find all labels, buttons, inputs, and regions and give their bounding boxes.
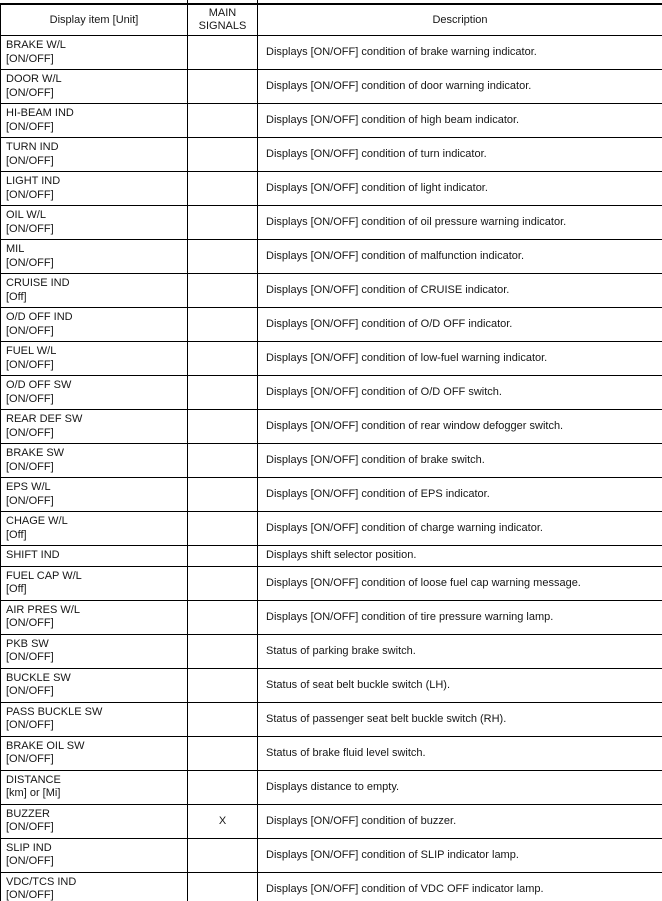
table-row [1,478,662,512]
item-name: OIL W/L [6,209,46,221]
item-unit: [ON/OFF] [6,719,54,731]
main-signal-cell [188,240,258,274]
main-signal-cell [188,872,258,901]
main-signal-cell [188,770,258,804]
description-cell: Displays [ON/OFF] condition of charge warning indicator. [258,512,662,546]
item-unit: [ON/OFF] [6,821,54,833]
main-signal-cell [188,838,258,872]
display-item-cell [1,566,188,600]
display-signal-table [0,3,662,901]
main-signal-cell [188,702,258,736]
table-row [1,668,662,702]
item-name: BUCKLE SW [6,671,71,684]
description-cell: Displays [ON/OFF] condition of brake warning indicator. [258,36,662,70]
main-signal-cell [188,206,258,240]
description-cell: Displays [ON/OFF] condition of door warning indicator. [258,70,662,104]
description-cell: Displays [ON/OFF] condition of brake switch. [258,444,662,478]
item-unit: [ON/OFF] [6,392,54,405]
main-signal-cell [188,546,258,567]
item-name: BRAKE SW [6,447,65,459]
item-unit: [ON/OFF] [6,86,54,99]
table-row [1,444,662,478]
main-signal-cell [188,410,258,444]
item-name: CRUISE IND [6,277,70,289]
item-unit: [Off] [6,528,27,541]
item-name: PASS BUCKLE SW [6,705,103,718]
item-name: PKB SW [6,637,49,650]
description-cell: Status of parking brake switch. [258,634,662,668]
table-row [1,308,662,342]
item-unit: [ON/OFF] [6,494,54,507]
item-unit: [ON/OFF] [6,324,54,337]
table-row [1,342,662,376]
description-cell: Displays [ON/OFF] condition of buzzer. [258,804,662,838]
table-row [1,172,662,206]
item-name: DOOR W/L [6,73,62,85]
description-cell: Status of brake fluid level switch. [258,736,662,770]
item-name: BUZZER [6,807,50,820]
description-cell: Displays [ON/OFF] condition of loose fuel cap warning message. [258,566,662,600]
table-row [1,36,662,70]
item-unit: [ON/OFF] [6,651,54,663]
display-item-cell [1,634,188,668]
item-name: FUEL W/L [6,345,57,357]
table-row [1,240,662,274]
item-unit: [ON/OFF] [6,120,54,133]
description-cell: Displays distance to empty. [258,770,662,804]
item-unit: [ON/OFF] [6,685,54,697]
display-item-cell [1,702,188,736]
item-name: O/D OFF IND [6,311,73,323]
table-header-row [1,4,662,36]
table-row [1,872,662,901]
table-body [1,36,662,901]
item-name: VDC/TCS IND [6,875,77,888]
main-signal-cell [188,736,258,770]
table-row [1,566,662,600]
item-unit: [km] or [Mi] [6,787,61,799]
item-unit: [Off] [6,583,27,595]
display-item-cell [1,138,188,172]
item-unit: [ON/OFF] [6,460,54,473]
main-signal-cell [188,70,258,104]
item-name: FUEL CAP W/L [6,569,82,582]
item-unit: [ON/OFF] [6,256,54,269]
description-cell: Displays [ON/OFF] condition of VDC OFF indicator lamp. [258,872,662,901]
main-signal-cell [188,600,258,634]
display-item-cell [1,872,188,901]
display-item-cell [1,478,188,512]
item-name: DISTANCE [6,773,61,786]
main-signal-cell [188,668,258,702]
display-item-cell [1,512,188,546]
description-cell: Displays [ON/OFF] condition of oil pressure warning indicator. [258,206,662,240]
display-item-cell [1,342,188,376]
main-signal-cell [188,376,258,410]
item-name: REAR DEF SW [6,413,83,425]
table-row [1,70,662,104]
main-signal-cell [188,172,258,206]
description-cell: Status of passenger seat belt buckle switch (RH). [258,702,662,736]
item-unit: [ON/OFF] [6,222,54,235]
item-unit: [ON/OFF] [6,889,54,901]
display-item-cell [1,36,188,70]
item-name: MIL [6,243,25,255]
item-unit: [ON/OFF] [6,753,54,765]
display-item-cell [1,804,188,838]
item-name: AIR PRES W/L [6,603,80,616]
table-row [1,512,662,546]
item-name: CHAGE W/L [6,515,68,527]
main-signal-cell [188,308,258,342]
description-cell: Displays [ON/OFF] condition of rear window defogger switch. [258,410,662,444]
description-cell: Displays [ON/OFF] condition of turn indicator. [258,138,662,172]
description-cell: Displays [ON/OFF] condition of malfunction indicator. [258,240,662,274]
description-cell: Displays [ON/OFF] condition of low-fuel warning indicator. [258,342,662,376]
table-row [1,546,662,567]
display-item-cell [1,600,188,634]
item-unit: [ON/OFF] [6,154,54,167]
description-cell: Displays [ON/OFF] condition of SLIP indicator lamp. [258,838,662,872]
item-unit: [ON/OFF] [6,855,54,867]
display-item-cell [1,274,188,308]
table-row [1,410,662,444]
main-signal-cell [188,634,258,668]
main-signal-cell [188,104,258,138]
item-unit: [ON/OFF] [6,52,54,65]
display-item-cell [1,410,188,444]
header-main-signals: MAIN SIGNALS [188,4,258,36]
item-name: BRAKE W/L [6,39,66,51]
main-signal-cell [188,566,258,600]
item-unit: [Off] [6,290,27,303]
item-name: TURN IND [6,141,59,153]
table-row [1,104,662,138]
display-item-cell [1,70,188,104]
main-signal-cell [188,36,258,70]
display-item-cell [1,736,188,770]
description-cell: Displays [ON/OFF] condition of high beam indicator. [258,104,662,138]
item-name: LIGHT IND [6,175,61,187]
main-signal-cell [188,274,258,308]
item-name: EPS W/L [6,481,51,493]
display-item-cell [1,770,188,804]
main-signal-cell [188,138,258,172]
item-name: O/D OFF SW [6,379,72,391]
table-row [1,376,662,410]
main-signal-cell [188,342,258,376]
table-row [1,206,662,240]
description-cell: Displays [ON/OFF] condition of O/D OFF indicator. [258,308,662,342]
item-name: HI-BEAM IND [6,107,74,119]
table-row [1,600,662,634]
display-item-cell [1,172,188,206]
description-cell: Displays [ON/OFF] condition of O/D OFF switch. [258,376,662,410]
description-cell: Displays [ON/OFF] condition of EPS indicator. [258,478,662,512]
item-name: SLIP IND [6,841,52,854]
table-row [1,138,662,172]
table-row [1,770,662,804]
display-item-cell [1,376,188,410]
description-cell: Status of seat belt buckle switch (LH). [258,668,662,702]
main-signal-cell [188,444,258,478]
item-name: SHIFT IND [6,549,60,561]
table-row [1,634,662,668]
table-row [1,736,662,770]
item-unit: [ON/OFF] [6,617,54,629]
description-cell: Displays [ON/OFF] condition of light indicator. [258,172,662,206]
display-item-cell [1,444,188,478]
display-item-cell [1,838,188,872]
table-row [1,702,662,736]
table-row [1,804,662,838]
table-row [1,274,662,308]
display-item-cell [1,206,188,240]
display-item-cell [1,308,188,342]
display-item-cell [1,546,188,567]
display-item-cell [1,104,188,138]
main-signal-cell: X [188,804,258,838]
item-unit: [ON/OFF] [6,188,54,201]
table-row [1,838,662,872]
header-display-item: Display item [Unit] [1,4,188,36]
display-item-cell [1,668,188,702]
description-cell: Displays [ON/OFF] condition of tire pressure warning lamp. [258,600,662,634]
main-signal-cell [188,512,258,546]
description-cell: Displays [ON/OFF] condition of CRUISE indicator. [258,274,662,308]
item-name: BRAKE OIL SW [6,739,85,752]
main-signal-cell [188,478,258,512]
item-unit: [ON/OFF] [6,358,54,371]
item-unit: [ON/OFF] [6,426,54,439]
display-item-cell [1,240,188,274]
description-cell: Displays shift selector position. [258,546,662,567]
header-description: Description [258,4,662,36]
